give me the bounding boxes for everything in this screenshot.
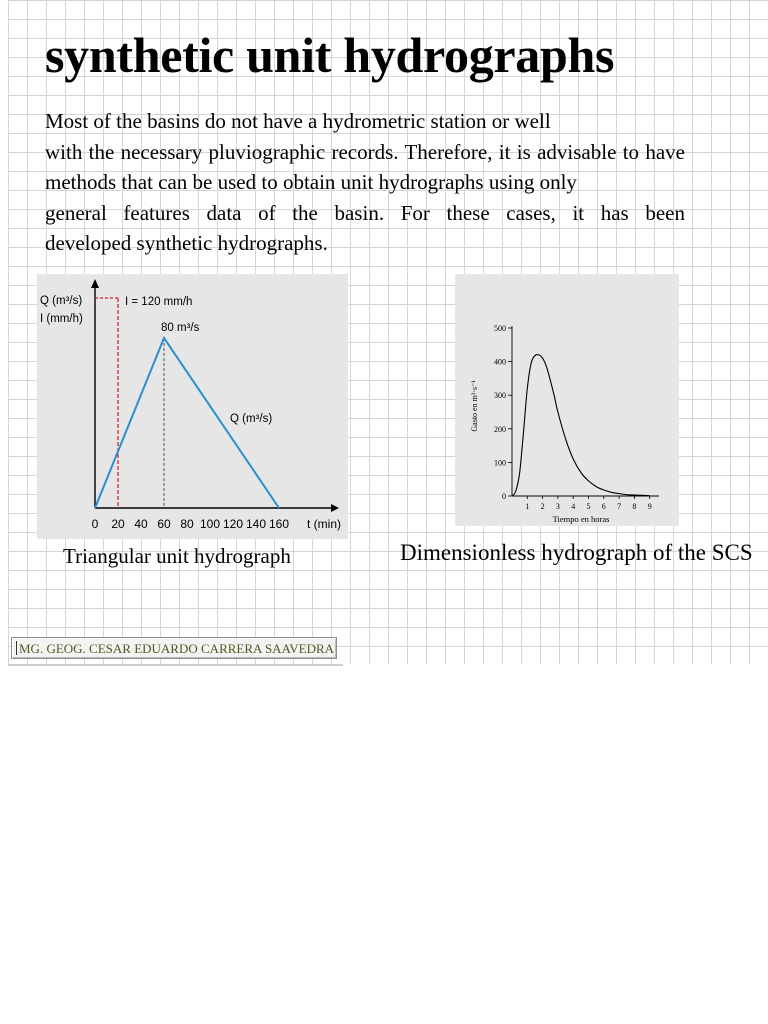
y-axis-label: Gasto en m³·s⁻¹ bbox=[470, 380, 479, 432]
y-tick-label: 300 bbox=[494, 391, 506, 401]
author-name: MG. GEOG. CESAR EDUARDO CARRERA SAAVEDRA bbox=[19, 641, 335, 656]
x-tick-label: 8 bbox=[632, 502, 637, 511]
x-tick-label: 140 bbox=[245, 517, 267, 531]
y-ticks bbox=[494, 324, 512, 501]
scs-hydrograph-figure bbox=[455, 274, 679, 526]
triangular-caption: Triangular unit hydrograph bbox=[63, 544, 291, 568]
paragraph-line: developed synthetic hydrographs. bbox=[45, 231, 328, 255]
x-tick-label: 0 bbox=[91, 517, 99, 531]
x-tick-label: 2 bbox=[540, 502, 545, 511]
x-tick-label: 20 bbox=[111, 517, 125, 531]
y-tick-label: 200 bbox=[494, 424, 506, 434]
paragraph-line: Most of the basins do not have a hydrometric station or well bbox=[45, 109, 551, 133]
x-tick-label: 60 bbox=[157, 517, 171, 531]
intro-paragraph bbox=[45, 106, 685, 259]
x-tick-label: 5 bbox=[586, 502, 591, 511]
peak-label: 80 m³/s bbox=[161, 322, 200, 334]
x-tick-label: 9 bbox=[647, 502, 652, 511]
slide-bottom-edge bbox=[8, 664, 343, 666]
triangular-hydrograph-figure bbox=[37, 274, 348, 539]
cursor-bar bbox=[16, 641, 17, 655]
series-label: Q (m³/s) bbox=[230, 413, 273, 425]
y-tick-label: 0 bbox=[502, 492, 506, 501]
y-axis-arrow bbox=[91, 279, 99, 288]
x-tick-labels bbox=[92, 517, 290, 531]
x-axis-arrow bbox=[331, 504, 339, 512]
x-tick-label: 3 bbox=[555, 502, 560, 511]
triangular-hydrograph-chart bbox=[37, 274, 348, 539]
paragraph-line: with the necessary pluviographic records. Therefore, it is advisable to have bbox=[45, 139, 685, 164]
x-tick-label: 40 bbox=[134, 517, 148, 531]
q-axis-label: Q (m³/s) bbox=[40, 295, 83, 307]
scs-caption: Dimensionless hydrograph of the SCS bbox=[400, 540, 753, 565]
x-tick-label: 1 bbox=[525, 502, 530, 511]
author-box bbox=[11, 637, 337, 659]
x-unit-label: t (min) bbox=[307, 517, 341, 531]
y-tick-label: 100 bbox=[494, 458, 506, 468]
scs-hydrograph-chart bbox=[455, 274, 679, 526]
x-tick-label: 120 bbox=[222, 517, 244, 531]
paragraph-line: general features data of the basin. For these cases, it has been bbox=[45, 200, 685, 225]
x-tick-label: 80 bbox=[180, 517, 194, 531]
x-tick-label: 4 bbox=[571, 502, 576, 511]
i-axis-label: I (mm/h) bbox=[40, 313, 83, 325]
x-axis-label: Tiempo en horas bbox=[552, 514, 610, 524]
x-ticks bbox=[525, 496, 651, 511]
y-tick-label: 400 bbox=[494, 357, 506, 367]
paragraph-line: methods that can be used to obtain unit hydrographs using only bbox=[45, 170, 577, 194]
x-tick-label: 100 bbox=[199, 517, 221, 531]
slide-title: synthetic unit hydrographs bbox=[45, 27, 615, 83]
x-tick-label: 160 bbox=[268, 517, 290, 531]
slide bbox=[8, 0, 768, 664]
x-tick-label: 7 bbox=[617, 502, 622, 511]
intensity-label: I = 120 mm/h bbox=[125, 296, 193, 308]
scs-hydrograph-curve bbox=[512, 355, 650, 496]
x-tick-label: 6 bbox=[601, 502, 606, 511]
y-tick-label: 500 bbox=[494, 324, 506, 333]
